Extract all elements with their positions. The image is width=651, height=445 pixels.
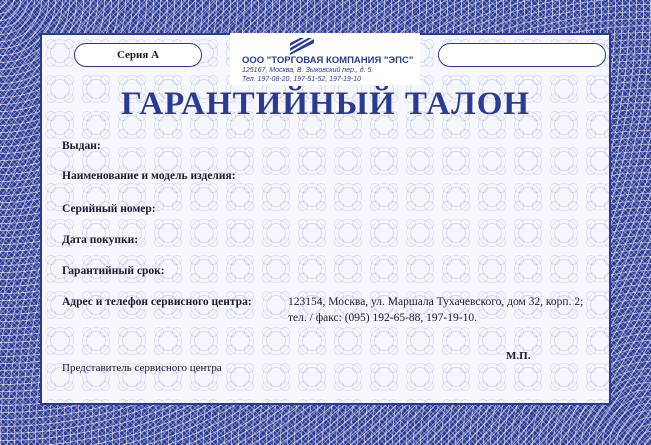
company-address: 125167, Москва, В. Зыковский пер., д. 5. <box>242 67 374 74</box>
field-warranty-period: Гарантийный срок: <box>62 265 165 277</box>
company-block <box>230 33 420 85</box>
representative-label: Представитель сервисного центра <box>62 362 222 374</box>
service-center-address: 123154, Москва, ул. Маршала Тухачевского, дом 32, корп. 2; <box>288 296 584 308</box>
company-logo-icon <box>288 37 316 55</box>
company-name: ООО "ТОРГОВАЯ КОМПАНИЯ "ЭПС" <box>242 55 414 66</box>
field-product: Наименование и модель изделия: <box>62 170 236 182</box>
field-purchase-date: Дата покупки: <box>62 234 139 246</box>
series-label: Серия А <box>116 49 160 61</box>
certificate-header <box>40 33 611 85</box>
company-phones: Тел. 197-08-20, 197-51-52, 197-19-10 <box>242 76 362 83</box>
series-badge <box>74 43 202 67</box>
certificate-title: ГАРАНТИЙНЫЙ ТАЛОН <box>120 86 531 122</box>
field-issued: Выдан: <box>62 140 101 152</box>
blank-number-field <box>438 43 606 67</box>
stamp-label: М.П. <box>506 350 531 362</box>
service-center-phone: тел. / факс: (095) 192-65-88, 197-19-10. <box>288 312 477 324</box>
field-serial: Серийный номер: <box>62 203 156 215</box>
field-service-center: Адрес и телефон сервисного центра: <box>62 296 252 308</box>
